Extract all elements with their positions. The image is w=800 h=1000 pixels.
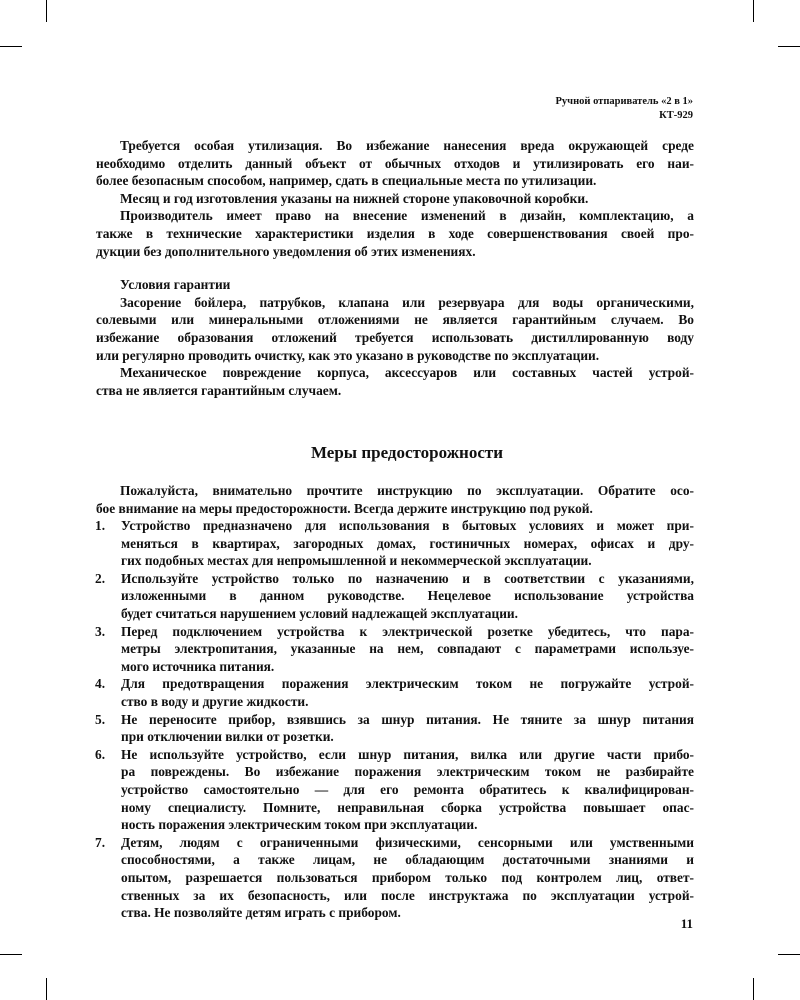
text-line: необходимо отделить данный объект от обычных отходов и утилизировать его наи- (96, 155, 694, 171)
list-item (95, 675, 694, 710)
crop-mark (46, 0, 47, 22)
list-item (95, 623, 694, 676)
text-line: дукции без дополнительного уведомления об этих изменениях. (96, 243, 476, 259)
text-line: Для предотвращения поражения электрическим током не погружайте устрой- (121, 676, 694, 692)
text-line: Не переносите прибор, взявшись за шнур питания. Не тяните за шнур питания (121, 711, 694, 727)
text-line: ства. Не позволяйте детям играть с прибором. (121, 905, 401, 921)
page-content (95, 137, 694, 922)
text-line: ственных за их безопасность, или после инструктажа по эксплуатации устрой- (121, 887, 694, 903)
section-title: Меры предосторожности (310, 443, 504, 463)
crop-mark (0, 46, 22, 47)
text-line: более безопасным способом, например, сдать в специальные места по утилизации. (96, 173, 597, 189)
crop-mark (753, 0, 754, 22)
page-number: 11 (680, 916, 693, 931)
crop-mark (0, 954, 22, 955)
text-line: ства не является гарантийным случаем. (96, 382, 342, 398)
text-line: изложенными в данном руководстве. Нецелевое использование устройства (121, 588, 694, 604)
list-item (95, 570, 694, 623)
list-number: 6. (95, 746, 106, 762)
text-line: бое внимание на меры предосторожности. Всегда держите инструкцию под рукой. (96, 500, 593, 516)
text-line: способностями, а также лицам, не обладающим достаточными знаниями и (121, 852, 694, 868)
precautions-list (95, 517, 694, 922)
text-line: ность поражения электрическим током при эксплуатации. (121, 817, 478, 833)
list-item (95, 746, 694, 834)
text-line: метры электропитания, указанные на нем, совпадают с параметрами используе- (121, 641, 694, 657)
text-line: или регулярно проводить очистку, как это указано в руководстве по эксплуатации. (96, 347, 600, 363)
list-number: 1. (95, 518, 106, 534)
text-line: опытом, разрешается пользоваться прибором только под контролем лиц, ответ- (121, 869, 694, 885)
text-line: избежание образования отложений требуется использовать дистиллированную воду (96, 329, 694, 345)
text-line: ному специалисту. Помните, неправильная сборка устройства повышает опас- (121, 799, 694, 815)
text-line: солевыми или минеральными отложениями не является гарантийным случаем. Во (96, 312, 694, 328)
list-item (95, 517, 694, 570)
header-product: Ручной отпариватель «2 в 1» (555, 96, 693, 107)
running-header (556, 95, 693, 123)
warranty-heading: Условия гарантии (120, 277, 231, 293)
list-item (95, 711, 694, 746)
text-line: при отключении вилки от розетки. (121, 729, 334, 745)
text-line: Производитель имеет право на внесение изменений в дизайн, комплектацию, а (120, 208, 694, 224)
list-number: 5. (95, 711, 106, 727)
text-line: ство в воду и другие жидкости. (121, 694, 309, 710)
text-line: гих подобных местах для непромышленной и некоммерческой эксплуатации. (121, 553, 592, 569)
disposal-section (96, 137, 694, 260)
text-line: Механическое повреждение корпуса, аксессуаров или составных частей устрой- (120, 365, 694, 381)
warranty-section (96, 276, 694, 399)
header-model: КТ-929 (659, 110, 693, 121)
text-line: Засорение бойлера, патрубков, клапана или резервуара для воды органическими, (120, 294, 694, 310)
text-line: мого источника питания. (121, 658, 275, 674)
text-line: будет считаться нарушением условий надлежащей эксплуатации. (121, 606, 518, 622)
list-number: 3. (95, 623, 106, 639)
text-line: Используйте устройство только по назначению и в соответствии с указаниями, (121, 570, 694, 586)
list-item (95, 834, 694, 922)
text-line: Требуется особая утилизация. Во избежание нанесения вреда окружающей среде (120, 138, 694, 153)
text-line: ра повреждены. Во избежание поражения электрическим током не разбирайте (121, 764, 694, 780)
text-line: Устройство предназначено для использования в бытовых условиях и может при- (121, 518, 694, 534)
list-number: 7. (95, 834, 106, 850)
list-number: 2. (95, 570, 106, 586)
text-line: Пожалуйста, внимательно прочтите инструкцию по эксплуатации. Обратите осо- (120, 482, 694, 498)
text-line: меняться в квартирах, загородных домах, гостиничных номерах, офисах и дру- (121, 535, 694, 551)
text-line: Детям, людям с ограниченными физическими, сенсорными или умственными (121, 834, 694, 850)
crop-mark (778, 46, 800, 47)
crop-mark (753, 978, 754, 1000)
precautions-intro (96, 482, 694, 517)
list-number: 4. (95, 676, 106, 692)
text-line: устройство самостоятельно — для его ремонта обратитесь к квалифицирован- (121, 782, 694, 797)
text-line: Перед подключением устройства к электрической розетке убедитесь, что пара- (121, 623, 694, 639)
crop-mark (778, 954, 800, 955)
crop-mark (46, 978, 47, 1000)
manufacture-date-text: Месяц и год изготовления указаны на нижней стороне упаковочной коробки. (120, 190, 589, 206)
text-line: Не используйте устройство, если шнур питания, вилка или другие части прибо- (121, 746, 694, 762)
text-line: также в технические характеристики изделия в ходе совершенствования своей про- (96, 225, 694, 241)
